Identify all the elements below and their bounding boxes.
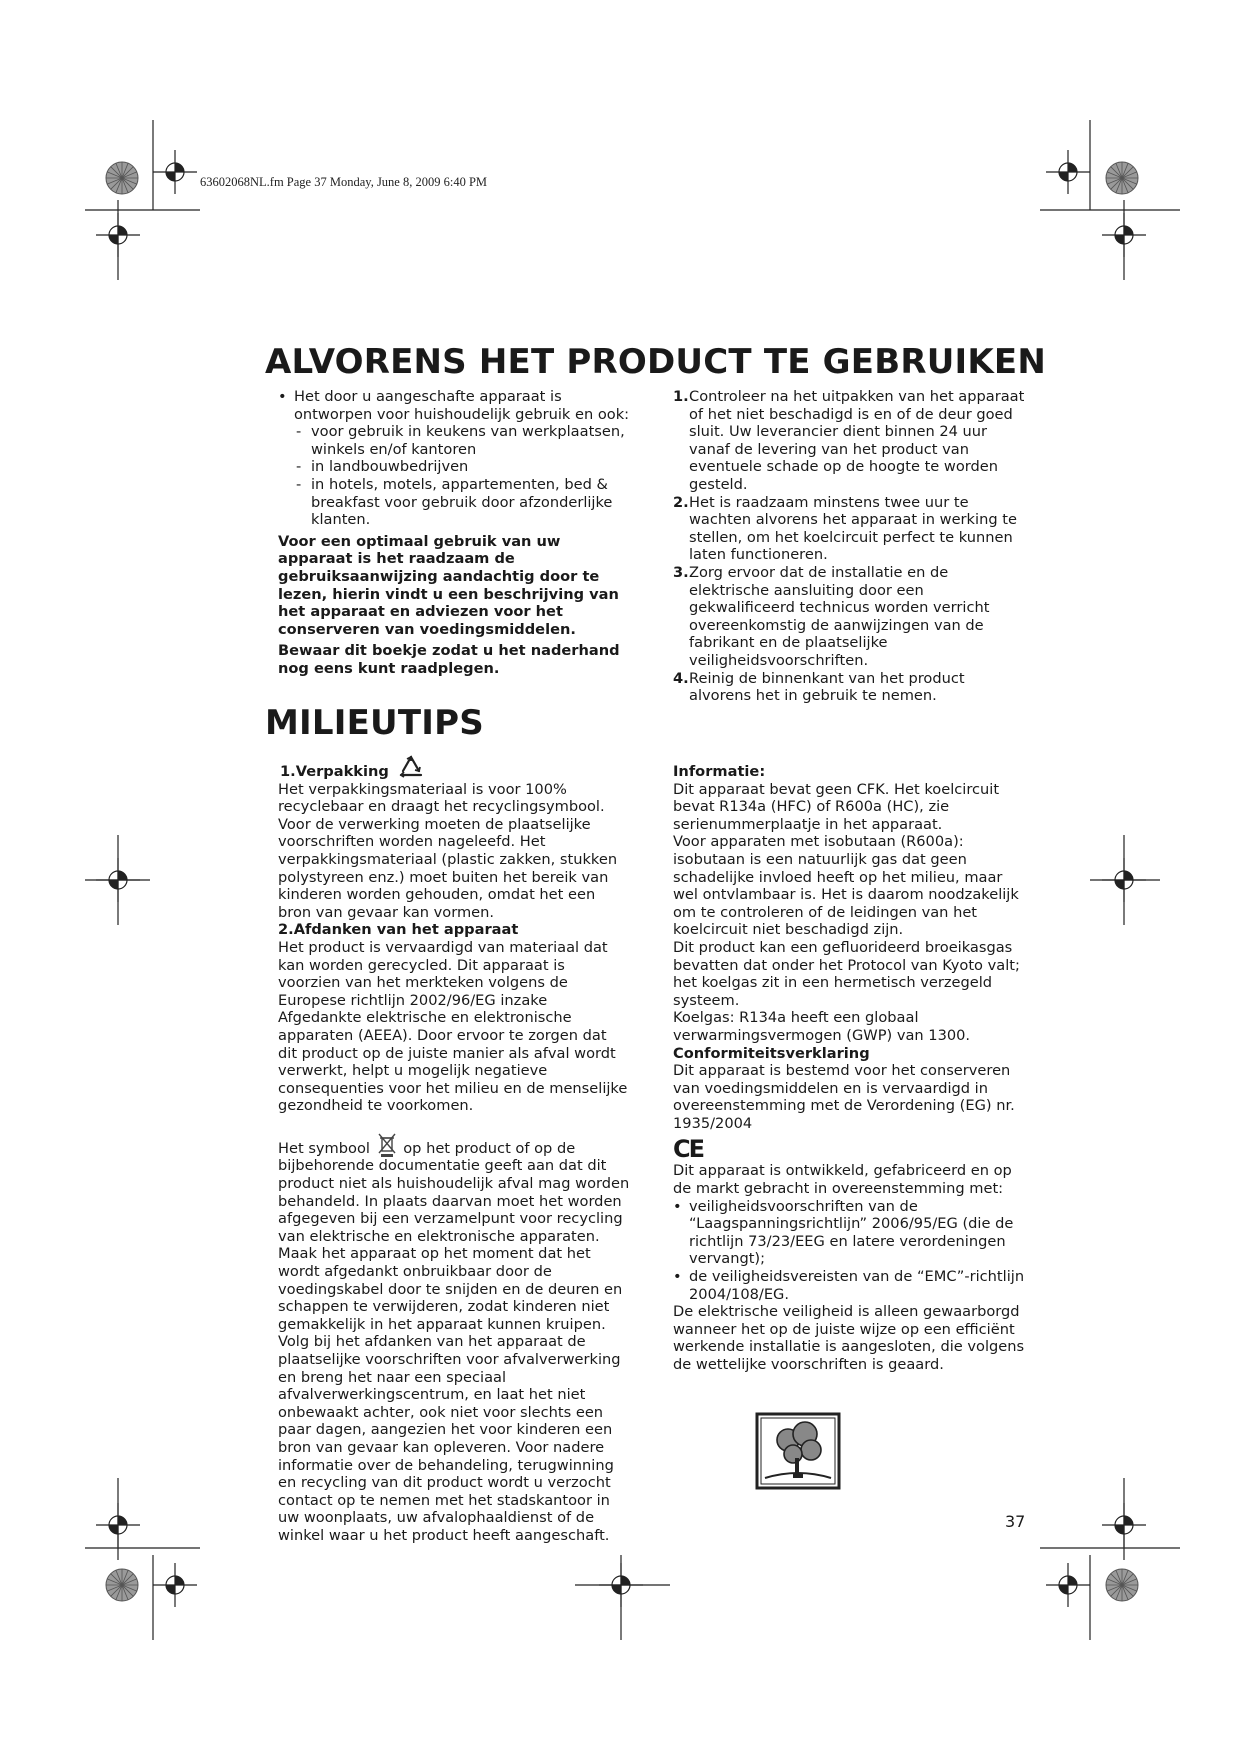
check-item: 3. Zorg ervoor dat de installatie en de elektrische aansluiting door een gekwalificeerd technicus worden verricht overeenkomstig de aanwijzingen van de fabrikant en de plaatselijke veiligheidsvoorschriften. [673, 563, 990, 669]
section1-right-column [673, 388, 1025, 705]
info-text: Voor apparaten met isobutaan (R600a): isobutaan is een natuurlijk gas dat geen schadelijke invloed heeft op het milieu, maar wel ontvlambaar is. Het is daarom noodzakelijk om te controleren of de leidingen van het koelcircuit niet beschadigd zijn. [673, 833, 1019, 939]
recycling-icon [398, 755, 424, 779]
info-text: Koelgas: R134a heeft een globaal verwarmingsvermogen (GWP) van 1300. [673, 1009, 971, 1044]
weee-text: Het symbool op het product of op de bijbehorende documentatie geeft aan dat dit product niet als huishoudelijk afval mag worden behandeld. In plaats daarvan moet het worden afgegeven bij een verzamelpunt voor recycling van elektrische en elektronische apparaten. Maak het apparaat op het moment dat het wordt afgedankt onbruikbaar door de voedingskabel door te snijden en de deuren en schappen te verwijderen, zodat kinderen niet gemakkelijk in het apparaat kunnen kruipen. Volg bij het afdanken van het apparaat de plaatselijke voorschriften voor afvalverwerking en breng het naar een speciaal afvalverwerkingscentrum, en laat het niet onbewaakt achter, ook niet voor slechts een paar dagen, aangezien het voor kinderen een bron van gevaar kan opleveren. Voor nadere informatie over de behandeling, terugwinning en recycling van dit product wordt u verzocht contact op te nemen met het stadskantoor in uw woonplaats, uw afvalophaaldienst of de winkel waar u het product heeft aangeschaft. [278, 1133, 630, 1545]
usage-item: - in hotels, motels, appartementen, bed & breakfast voor gebruik door afzonderlijke klanten. [296, 475, 613, 529]
directive-item: • de veiligheidsvereisten van de “EMC”-richtlijn 2004/108/EG. [673, 1268, 1025, 1303]
section1-left-column [278, 388, 630, 678]
conformity-text: Dit apparaat is ontwikkeld, gefabriceerd en op de markt gebracht in overeenstemming met: [673, 1162, 1012, 1198]
packaging-heading: 1.Verpakking [278, 763, 630, 781]
info-text: Dit apparaat bevat geen CFK. Het koelcircuit bevat R134a (HFC) of R600a (HC), zie serienummerplaatje in het apparaat. [673, 780, 1000, 833]
page-number: 37 [1005, 1512, 1026, 1531]
info-heading: Informatie: [673, 763, 766, 780]
usage-item: - in landbouwbedrijven [296, 458, 469, 476]
intro-bullet: • Het door u aangeschafte apparaat is ontworpen voor huishoudelijk gebruik en ook: [278, 388, 630, 423]
check-item: 2. Het is raadzaam minstens twee uur te wachten alvorens het apparaat in werking te stellen, om het koelcircuit perfect te kunnen laten functioneren. [673, 493, 1017, 564]
ce-mark: CE [673, 1135, 704, 1164]
file-info-header: 63602068NL.fm Page 37 Monday, June 8, 2009 6:40 PM [200, 175, 488, 189]
disposal-heading: 2.Afdanken van het apparaat [278, 921, 519, 939]
keep-booklet-advice: Bewaar dit boekje zodat u het naderhand nog eens kunt raadplegen. [278, 642, 620, 677]
crossed-bin-icon [377, 1133, 397, 1157]
section2-right-column [673, 763, 1025, 1374]
directive-item: • veiligheidsvoorschriften van de “Laagspanningsrichtlijn” 2006/95/EG (die de richtlijn 73/23/EEG en latere verordeningen vervangt); [673, 1197, 1014, 1268]
read-manual-advice: Voor een optimaal gebruik van uw apparaat is het raadzaam de gebruiksaanwijzing aandachtig door te lezen, hierin vindt u een beschrijving van het apparaat en adviezen voor het conserveren van voedingsmiddelen. [278, 532, 619, 638]
packaging-text: Het verpakkingsmateriaal is voor 100% recyclebaar en draagt het recyclingsymbool. Voor de verwerking moeten de plaatselijke voorschriften worden nageleefd. Het verpakkingsmateriaal (plastic zakken, stukken polystyreen enz.) moet buiten het bereik van kinderen worden gehouden, omdat het een bron van gevaar kan vormen. [278, 780, 618, 921]
conformity-heading: Conformiteitsverklaring [673, 1044, 870, 1062]
section-title-before-use: ALVORENS HET PRODUCT TE GEBRUIKEN [265, 342, 1046, 382]
check-item: 4. Reinig de binnenkant van het product alvorens het in gebruik te nemen. [673, 669, 965, 705]
check-item: 1. Controleer na het uitpakken van het apparaat of het niet beschadigd is en of de deur goed sluit. Uw leverancier dient binnen 24 uur vanaf de levering van het product van eventuele schade op de hoogte te worden gesteld. [673, 388, 1025, 493]
section2-left-column [278, 763, 630, 1545]
tree-logo-icon [753, 1410, 843, 1492]
conformity-text: De elektrische veiligheid is alleen gewaarborgd wanneer het op de juiste wijze op een efficiënt werkende installatie is aangesloten, die volgens de wettelijke voorschriften is geaard. [673, 1303, 1025, 1373]
info-text: Dit product kan een gefluorideerd broeikasgas bevatten dat onder het Protocol van Kyoto valt; het koelgas zit in een hermetisch verzegeld systeem. [673, 938, 1020, 1009]
disposal-text: Het product is vervaardigd van materiaal dat kan worden gerecycled. Dit apparaat is voorzien van het merkteken volgens de Europese richtlijn 2002/96/EG inzake Afgedankte elektrische en elektronische apparaten (AEEA). Door ervoor te zorgen dat dit product op de juiste manier als afval wordt verwerkt, helpt u mogelijk negatieve consequenties voor het milieu en de menselijke gezondheid te voorkomen. [278, 938, 628, 1115]
usage-item: - voor gebruik in keukens van werkplaatsen, winkels en/of kantoren [296, 423, 625, 458]
section-title-environment: MILIEUTIPS [265, 703, 484, 743]
conformity-text: Dit apparaat is bestemd voor het conserveren van voedingsmiddelen en is vervaardigd in overeenstemming met de Verordening (EG) nr. 1935/2004 [673, 1062, 1015, 1132]
